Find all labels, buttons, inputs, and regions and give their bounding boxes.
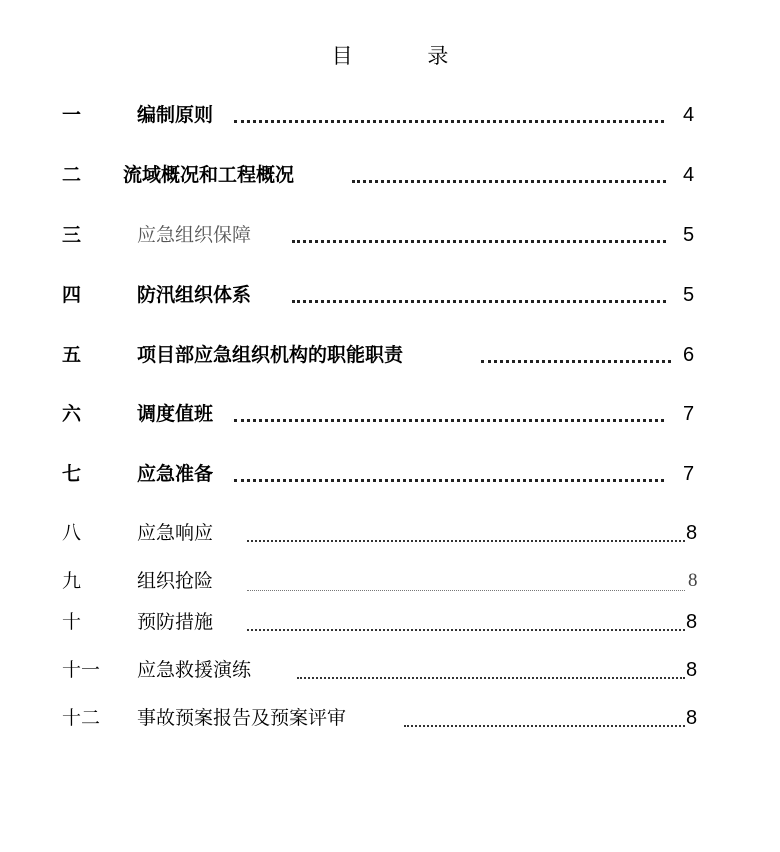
toc-leader-dots [297,677,685,679]
toc-entry[interactable] [0,100,780,130]
toc-entry-label: 组织抢险 [137,570,214,592]
toc-entry-label: 应急准备 [137,463,214,485]
toc-leader-dots [234,479,664,482]
toc-entry-number: 十一 [62,659,101,681]
toc-leader-dots [404,725,685,727]
toc-entry-number: 四 [62,284,82,306]
toc-leader-dots [247,629,685,631]
toc-entry-number: 十 [62,611,82,633]
toc-entry-label: 事故预案报告及预案评审 [137,707,347,729]
toc-entry-page: 6 [683,344,695,366]
toc-title: 目 录 [331,44,483,68]
toc-entry-label: 应急救援演练 [137,659,252,681]
toc-entry[interactable] [0,518,780,548]
toc-entry-page: 8 [686,707,698,729]
toc-entry[interactable] [0,703,780,733]
toc-entry[interactable] [0,607,780,637]
toc-entry-page: 5 [683,224,695,246]
toc-leader-dots [234,419,664,422]
toc-entry-label: 防汛组织体系 [137,284,252,306]
toc-entry-number: 七 [62,463,82,485]
toc-entry-label: 调度值班 [137,403,214,425]
toc-leader-dots [481,360,671,363]
toc-leader-dots [292,300,666,303]
toc-entry-page: 8 [686,611,698,633]
toc-entry[interactable] [0,340,780,370]
toc-entry-page: 8 [686,659,698,681]
toc-entry-label: 应急组织保障 [137,224,252,246]
toc-leader-dots [247,590,685,591]
toc-entry-page: 8 [686,522,698,544]
toc-entry-number: 九 [62,570,82,592]
toc-entry[interactable] [0,566,780,596]
toc-entry-number: 五 [62,344,82,366]
toc-entry[interactable] [0,220,780,250]
toc-entry-number: 六 [62,403,82,425]
toc-entry-page: 7 [683,463,695,485]
toc-entry-label: 预防措施 [137,611,214,633]
toc-entry-page: 7 [683,403,695,425]
toc-entry[interactable] [0,399,780,429]
toc-entry-page: 5 [683,284,695,306]
toc-entry[interactable] [0,655,780,685]
toc-leader-dots [247,540,685,542]
toc-leader-dots [352,180,666,183]
toc-entry[interactable] [0,160,780,190]
toc-entry-label: 流域概况和工程概况 [123,164,295,186]
toc-entry-number: 三 [62,224,82,246]
toc-entry[interactable] [0,280,780,310]
toc-entry-label: 应急响应 [137,522,214,544]
toc-leader-dots [292,240,666,243]
toc-entry-number: 二 [62,164,82,186]
toc-entry-label: 编制原则 [137,104,214,126]
toc-leader-dots [234,120,664,123]
toc-entry-number: 一 [62,104,82,126]
toc-entry[interactable] [0,459,780,489]
toc-entry-page: 8 [688,570,698,591]
toc-entry-number: 十二 [62,707,101,729]
toc-entry-page: 4 [683,104,695,126]
toc-entry-page: 4 [683,164,695,186]
toc-entry-label: 项目部应急组织机构的职能职责 [137,344,404,366]
toc-entry-number: 八 [62,522,82,544]
